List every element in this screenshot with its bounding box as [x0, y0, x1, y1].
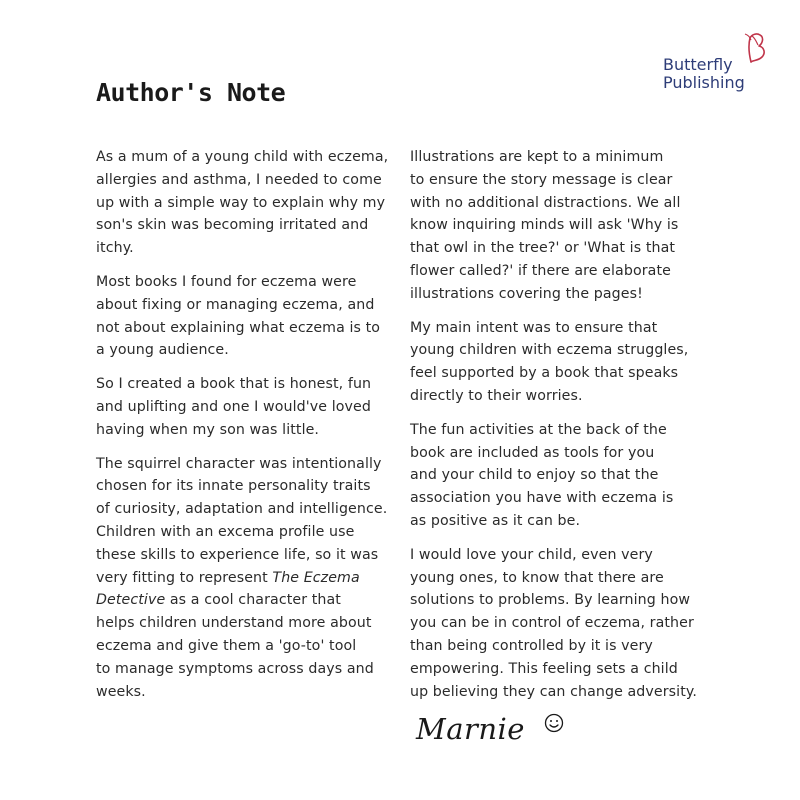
text-line: So I created a book that is honest, fun: [96, 376, 372, 393]
text-line: than being controlled by it is very: [410, 637, 653, 654]
text-line: association you have with eczema is: [410, 490, 674, 507]
text-line: weeks.: [96, 683, 146, 700]
text-line: The squirrel character was intentionally: [96, 455, 382, 472]
text-line: empowering. This feeling sets a child: [410, 660, 678, 677]
smiley-icon: [544, 713, 564, 733]
text-line: up believing they can change adversity.: [410, 683, 697, 700]
butterfly-icon: [742, 32, 768, 66]
signature: [416, 712, 564, 756]
text-line: Most books I found for eczema were: [96, 273, 357, 290]
text-line: The fun activities at the back of the: [410, 421, 667, 438]
text-line: My main intent was to ensure that: [410, 319, 658, 336]
text-line: and uplifting and one I would've loved: [96, 398, 371, 415]
paragraph: [96, 373, 396, 441]
book-title-italic: The Eczema: [272, 569, 360, 586]
paragraph: [410, 544, 700, 704]
text-line: with no additional distractions. We all: [410, 194, 681, 211]
text-fragment: very fitting to represent: [96, 569, 273, 586]
text-line: having when my son was little.: [96, 421, 320, 438]
text-line: Illustrations are kept to a minimum: [410, 149, 664, 165]
right-column: [410, 146, 700, 714]
paragraph: [96, 146, 396, 260]
text-line: to ensure the story message is clear: [410, 171, 673, 188]
publisher-logo: [660, 32, 780, 96]
text-line: As a mum of a young child with eczema,: [96, 149, 389, 165]
text-line: flower called?' if there are elaborate: [410, 262, 671, 279]
text-line: book are included as tools for you: [410, 444, 655, 461]
text-line: I would love your child, even very: [410, 546, 653, 563]
text-line: [96, 567, 396, 590]
paragraph: [410, 317, 700, 408]
text-line: chosen for its innate personality traits: [96, 478, 371, 495]
text-line: [96, 589, 396, 612]
paragraph: [410, 419, 700, 533]
left-column: [96, 146, 396, 714]
text-line: as positive as it can be.: [410, 512, 581, 529]
text-line: itchy.: [96, 240, 134, 257]
paragraph: [410, 146, 700, 306]
paragraph: [96, 453, 396, 704]
text-line: helps children understand more about: [96, 615, 372, 632]
text-line: up with a simple way to explain why my: [96, 194, 386, 211]
text-line: directly to their worries.: [410, 387, 583, 404]
text-line: know inquiring minds will ask 'Why is: [410, 217, 679, 234]
text-line: and your child to enjoy so that the: [410, 467, 659, 484]
text-line: solutions to problems. By learning how: [410, 592, 691, 609]
text-line: not about explaining what eczema is to: [96, 319, 381, 336]
publisher-name-line2: Publishing: [663, 73, 745, 92]
text-line: of curiosity, adaptation and intelligence.: [96, 501, 388, 518]
text-line: young ones, to know that there are: [410, 569, 664, 586]
text-line: son's skin was becoming irritated and: [96, 217, 369, 234]
text-line: young children with eczema struggles,: [410, 342, 689, 359]
text-line: that owl in the tree?' or 'What is that: [410, 240, 676, 257]
text-fragment: as a cool character that: [165, 592, 341, 609]
publisher-name-line1: Butterfly: [663, 55, 733, 74]
text-line: allergies and asthma, I needed to come: [96, 171, 382, 188]
text-line: feel supported by a book that speaks: [410, 365, 679, 382]
text-line: you can be in control of eczema, rather: [410, 615, 694, 632]
text-line: these skills to experience life, so it was: [96, 546, 379, 563]
text-line: a young audience.: [96, 342, 229, 359]
text-line: Children with an excema profile use: [96, 523, 355, 540]
book-title-italic: Detective: [96, 592, 166, 609]
text-line: eczema and give them a 'go-to' tool: [96, 637, 357, 654]
text-line: to manage symptoms across days and: [96, 660, 374, 677]
signature-name: Marnie: [416, 712, 525, 746]
page-title: Author's Note: [96, 78, 286, 107]
text-line: about fixing or managing eczema, and: [96, 296, 375, 313]
paragraph: [96, 271, 396, 362]
text-line: illustrations covering the pages!: [410, 285, 643, 302]
